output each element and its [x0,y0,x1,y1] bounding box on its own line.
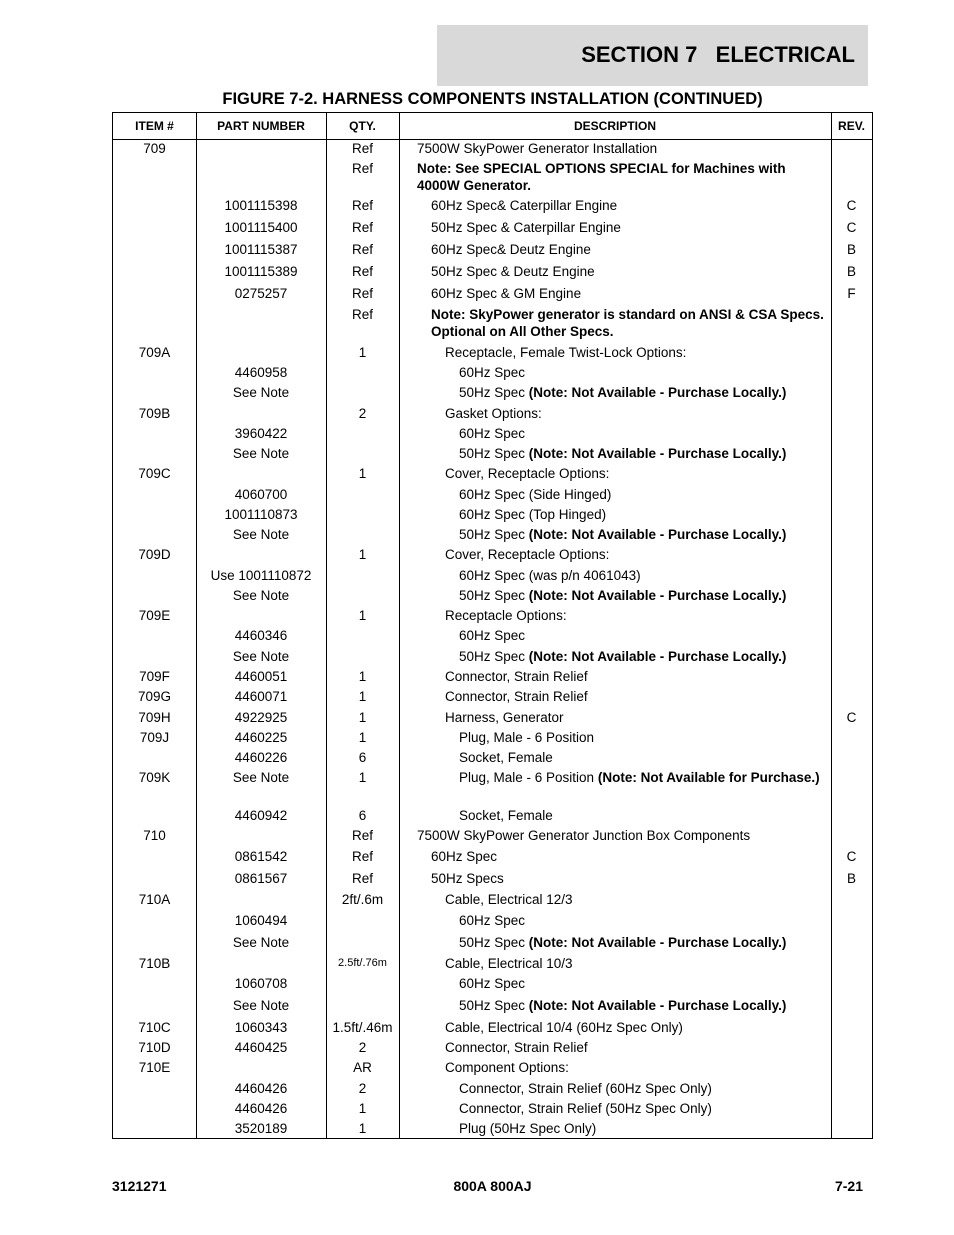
figure-title: FIGURE 7-2. HARNESS COMPONENTS INSTALLATION (CONTINUED) [222,90,763,108]
part-number-cell: 4060700 [234,487,288,502]
description-cell [445,955,824,972]
description-cell [445,607,824,624]
footer-doc-number: 3121271 [112,1178,167,1194]
description-cell [459,648,824,665]
part-number-cell: 4460071 [234,689,288,704]
description-cell [445,1019,824,1036]
description-cell [459,1100,824,1117]
description-text: 50Hz Spec & Caterpillar Engine [431,220,621,235]
description-note: (Note: Not Available - Purchase Locally.) [528,446,787,461]
section-title: SECTION 7 ELECTRICAL [581,42,855,67]
quantity-cell: 1 [358,1121,367,1136]
quantity-cell: Ref [351,849,373,864]
part-number-cell: 4922925 [234,710,288,725]
description-cell [445,405,824,422]
col-header-description: DESCRIPTION [573,119,656,133]
part-number-cell: 1001110873 [224,507,298,522]
part-number-cell: 4460958 [234,365,288,380]
part-number-cell: 4460425 [234,1040,288,1055]
item-number-cell: 710B [138,956,171,971]
description-cell [431,848,824,865]
description-text: 50Hz Spec [459,527,529,542]
part-number-cell: 1060708 [234,976,288,991]
description-cell [445,1059,824,1076]
item-number-cell: 709K [138,770,171,785]
description-text: 50Hz Spec [459,385,529,400]
description-text: 60Hz Spec [459,365,526,380]
description-text: Socket, Female [459,808,553,823]
quantity-cell: 2.5ft/.76m [338,957,387,969]
description-cell [431,306,824,340]
quantity-cell: 6 [358,750,367,765]
part-number-cell: 4460226 [234,750,288,765]
description-note: (Note: Not Available - Purchase Locally.) [528,385,787,400]
quantity-cell: Ref [351,242,373,257]
description-text: 60Hz Spec [431,849,498,864]
description-cell [431,263,824,280]
part-number-cell: 1001115398 [224,198,298,213]
part-number-cell: 3520189 [234,1121,288,1136]
description-text: Gasket Options: [445,406,542,421]
quantity-cell: 1 [358,466,367,481]
revision-cell: F [847,286,856,301]
part-number-cell: 0275257 [234,286,288,301]
quantity-cell: 1 [358,608,367,623]
part-number-cell: 1060494 [234,913,288,928]
quantity-cell: 1 [358,669,367,684]
description-text: 7500W SkyPower Generator Junction Box Components [417,828,751,843]
part-number-cell: 4460426 [234,1081,288,1096]
quantity-cell: 6 [358,808,367,823]
description-cell [431,197,824,214]
description-cell [459,587,824,604]
description-text: Cable, Electrical 10/3 [445,956,573,971]
description-cell [459,975,824,992]
part-number-cell: 1060343 [234,1020,288,1035]
quantity-cell: Ref [351,828,373,843]
part-number-cell: See Note [232,588,290,603]
description-text: 60Hz Spec & GM Engine [431,286,582,301]
description-cell [445,546,824,563]
part-number-cell: 0861542 [234,849,288,864]
description-text: 50Hz Spec [459,998,529,1013]
description-cell [459,425,824,442]
quantity-cell: Ref [351,161,373,176]
description-cell [445,344,824,361]
part-number-cell: See Note [232,527,290,542]
description-cell [445,688,824,705]
description-text: 60Hz Spec& Deutz Engine [431,242,591,257]
description-text: 60Hz Spec (Top Hinged) [459,507,607,522]
description-text: Receptacle, Female Twist-Lock Options: [445,345,687,360]
description-text: 60Hz Spec [459,976,526,991]
item-number-cell: 709E [138,608,171,623]
quantity-cell: 2 [358,406,367,421]
column-divider [399,113,400,1138]
revision-cell: B [846,242,856,257]
description-text: Cover, Receptacle Options: [445,466,610,481]
description-text: Harness, Generator [445,710,564,725]
part-number-cell: See Note [232,935,290,950]
part-number-cell: 0861567 [234,871,288,886]
description-text: 60Hz Spec (was p/n 4061043) [459,568,641,583]
col-header-item: ITEM # [135,119,174,133]
description-note: (Note: Not Available - Purchase Locally.) [528,588,787,603]
quantity-cell: Ref [351,307,373,322]
part-number-cell: 1001115389 [224,264,298,279]
item-number-cell: 710D [138,1040,171,1055]
description-text: 60Hz Spec [459,426,526,441]
description-text: Receptacle Options: [445,608,567,623]
col-header-part-number: PART NUMBER [217,119,305,133]
quantity-cell: 2ft/.6m [341,892,384,907]
description-note: (Note: Not Available - Purchase Locally.) [528,527,787,542]
description-cell [459,997,824,1014]
quantity-cell: 1 [358,689,367,704]
revision-cell: C [846,198,857,213]
parts-table [112,112,873,1139]
description-cell [417,140,824,157]
description-text: Socket, Female [459,750,553,765]
item-number-cell: 710C [138,1020,171,1035]
description-cell [445,709,824,726]
description-cell [459,364,824,381]
revision-cell: B [846,871,856,886]
description-text: 50Hz Spec [459,588,529,603]
quantity-cell: 1 [358,345,367,360]
item-number-cell: 709J [139,730,170,745]
quantity-cell: 1 [358,1101,367,1116]
description-cell [459,934,824,951]
revision-cell: C [846,220,857,235]
description-note: (Note: Not Available - Purchase Locally.) [528,998,787,1013]
quantity-cell: Ref [351,264,373,279]
part-number-cell: See Note [232,385,290,400]
description-cell [459,445,824,462]
description-note: (Note: Not Available for Purchase.) [597,770,820,785]
quantity-cell: 1 [358,770,367,785]
description-cell [459,912,824,929]
description-text: Cable, Electrical 10/4 (60Hz Spec Only) [445,1020,683,1035]
description-cell [417,160,824,194]
footer-model: 800A 800AJ [453,1178,532,1194]
quantity-cell: 1.5ft/.46m [332,1020,393,1035]
item-number-cell: 709 [143,141,166,156]
description-cell [459,1120,824,1137]
quantity-cell: AR [353,1060,372,1075]
part-number-cell: See Note [232,446,290,461]
part-number-cell: 4460942 [234,808,288,823]
description-cell [431,241,824,258]
quantity-cell: 1 [358,547,367,562]
description-cell [445,465,824,482]
description-text: Plug, Male - 6 Position [459,730,595,745]
description-text: Plug, Male - 6 Position [459,770,598,785]
description-cell [459,506,824,523]
description-text: Note: SkyPower generator is standard on ANSI & CSA Specs. Optional on All Other Specs. [431,307,824,339]
quantity-cell: Ref [351,871,373,886]
quantity-cell: 2 [358,1081,367,1096]
description-text: 60Hz Spec [459,913,526,928]
description-cell [459,627,824,644]
description-text: 50Hz Spec [459,446,529,461]
description-text: 50Hz Spec [459,935,529,950]
description-cell [445,891,824,908]
revision-cell: C [846,849,857,864]
item-number-cell: 709A [138,345,171,360]
description-note: (Note: Not Available - Purchase Locally.) [528,935,787,950]
col-header-rev: REV. [838,119,865,133]
part-number-cell: 4460426 [234,1101,288,1116]
part-number-cell: 4460225 [234,730,288,745]
description-cell [445,668,824,685]
revision-cell: B [846,264,856,279]
footer-page-number: 7-21 [834,1178,863,1194]
description-cell [459,486,824,503]
description-text: Connector, Strain Relief (60Hz Spec Only) [459,1081,712,1096]
quantity-cell: Ref [351,141,373,156]
description-text: Connector, Strain Relief (50Hz Spec Only) [459,1101,712,1116]
description-cell [417,827,824,844]
part-number-cell: 1001115387 [224,242,298,257]
item-number-cell: 709F [139,669,170,684]
quantity-cell: 1 [358,710,367,725]
description-cell [431,870,824,887]
quantity-cell: Ref [351,198,373,213]
description-cell [459,1080,824,1097]
part-number-cell: See Note [232,998,290,1013]
description-text: 50Hz Spec [459,649,529,664]
description-cell [459,729,824,746]
quantity-cell: 1 [358,730,367,745]
description-text: 50Hz Specs [431,871,504,886]
description-text: Plug (50Hz Spec Only) [459,1121,597,1136]
part-number-cell: Use 1001110872 [210,568,312,583]
item-number-cell: 709D [138,547,171,562]
description-cell [459,807,824,824]
description-cell [459,384,824,401]
item-number-cell: 710E [138,1060,171,1075]
quantity-cell: 2 [358,1040,367,1055]
description-cell [459,567,824,584]
description-text: 7500W SkyPower Generator Installation [417,141,658,156]
part-number-cell: See Note [232,649,290,664]
quantity-cell: Ref [351,220,373,235]
item-number-cell: 709C [138,466,171,481]
item-number-cell: 709B [138,406,171,421]
part-number-cell: See Note [232,770,290,785]
description-text: Cable, Electrical 12/3 [445,892,573,907]
description-text: Connector, Strain Relief [445,669,588,684]
description-cell [431,285,824,302]
description-cell [431,219,824,236]
description-text: Component Options: [445,1060,569,1075]
description-text: Connector, Strain Relief [445,1040,588,1055]
part-number-cell: 4460051 [234,669,288,684]
item-number-cell: 710 [143,828,166,843]
description-text: Cover, Receptacle Options: [445,547,610,562]
part-number-cell: 3960422 [234,426,288,441]
description-text: 60Hz Spec& Caterpillar Engine [431,198,618,213]
description-text: 50Hz Spec & Deutz Engine [431,264,595,279]
description-text: Connector, Strain Relief [445,689,588,704]
section-header [437,25,868,86]
description-cell [459,526,824,543]
description-text: Note: See SPECIAL OPTIONS SPECIAL for Machines with 4000W Generator. [417,161,786,193]
item-number-cell: 709H [138,710,171,725]
description-text: 60Hz Spec [459,628,526,643]
description-text: 60Hz Spec (Side Hinged) [459,487,612,502]
revision-cell: C [846,710,857,725]
description-cell [459,769,824,786]
description-cell [459,749,824,766]
quantity-cell: Ref [351,286,373,301]
description-cell [445,1039,824,1056]
description-note: (Note: Not Available - Purchase Locally.) [528,649,787,664]
part-number-cell: 1001115400 [224,220,298,235]
item-number-cell: 709G [137,689,172,704]
part-number-cell: 4460346 [234,628,288,643]
item-number-cell: 710A [138,892,171,907]
col-header-qty: QTY. [349,119,376,133]
